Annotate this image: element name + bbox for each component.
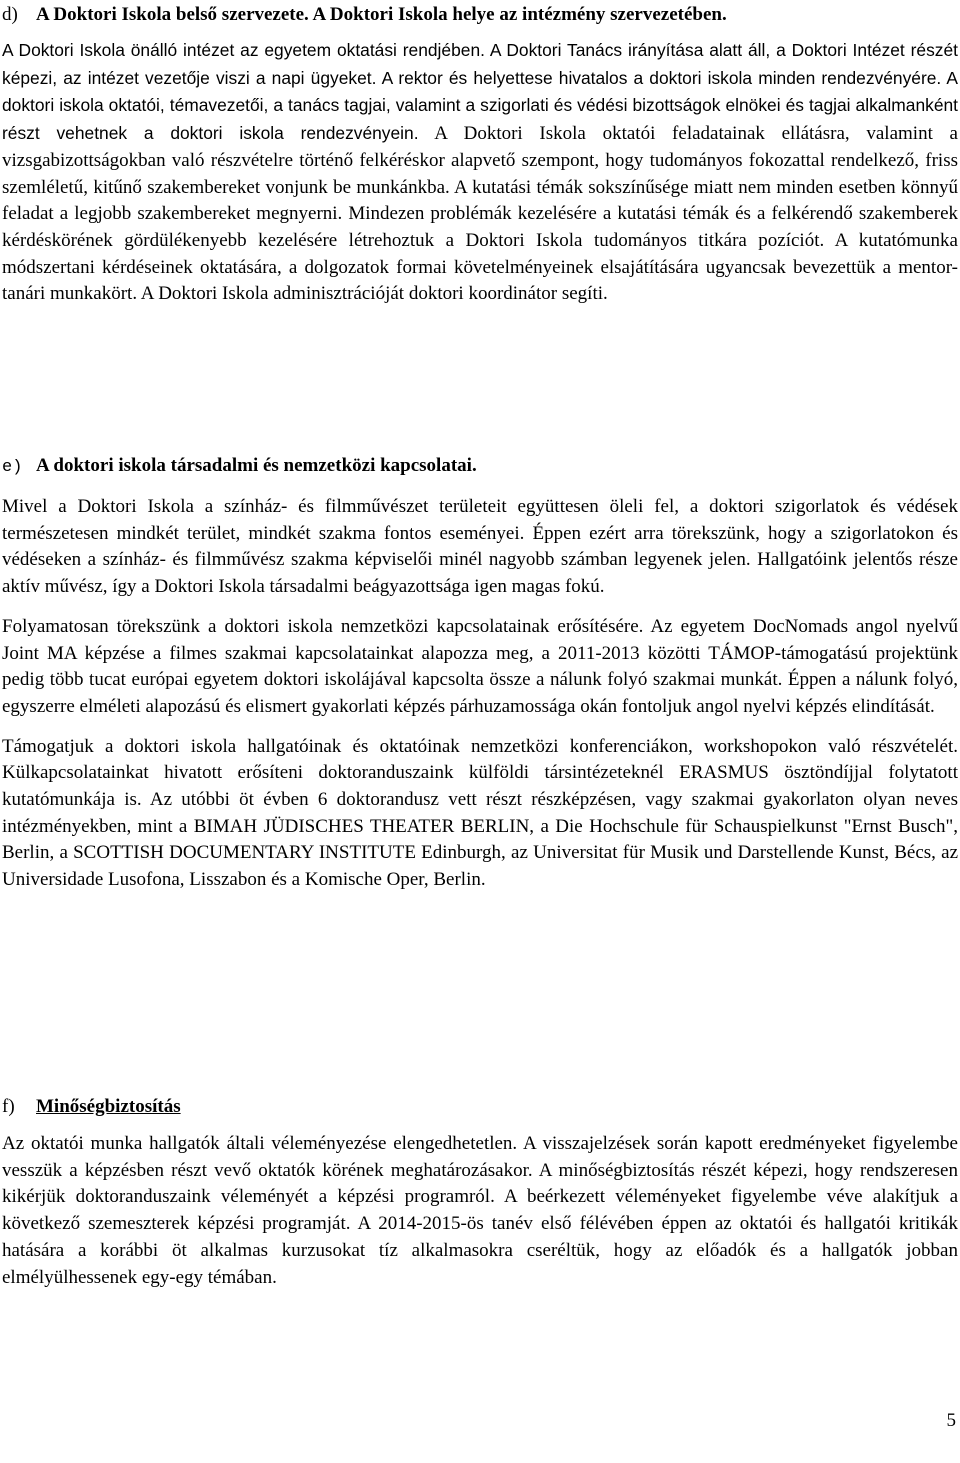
section-f-heading: [2, 1093, 958, 1120]
section-d-title: A Doktori Iskola belső szervezete. A Doktori Iskola helye az intézmény szervezetében.: [36, 4, 727, 25]
page-number: 5: [946, 1410, 956, 1431]
section-f-title: Minőségbiztosítás: [36, 1096, 181, 1117]
section-d-letter: d): [2, 4, 18, 25]
section-d-paragraph-part1: A Doktori Iskola önálló intézet az egyetem oktatási rendjében. A Doktori Tanács irányítása alatt áll, a Doktori Intézet részét képezi, az intézet vezetője viszi a napi ügyeket. A rektor és helyettese hivatalos a doktori iskola minden rendezvényére. A doktori iskola oktatói, témavezetői, a tanács tagjai, valamint a szigorlati és védési bizottságok elnökei és tagjai alkalmanként részt vehetnek a doktori iskola rendezvényein.: [2, 40, 958, 144]
section-d-paragraph-part2: A Doktori Iskola oktatói feladatainak ellátásra, valamint a vizsgabizottságokban való részvételre történő felkéréskor alapvető szempont, hogy tudományos fokozattal rendelkező, friss szemléletű, kitűnő szakembereket vonjunk be munkánkba. A kutatási témák sokszínűsége miatt nem minden esetben könnyű feladat a legjobb szakembereket megnyerni. Mindezen problémák kezelésére a kutatási témák és a felkérendő szakemberek kérdéskörének gördülékenyebb kezelésére létrehoztuk a Doktori Iskola tudományos titkára pozíciót. A kutatómunka módszertani kérdéseinek oktatására, a dolgozatok formai követelményeinek elsajátítására ugyancsak bevezettük a mentor-tanári munkakört. A Doktori Iskola adminisztrációját doktori koordinátor segíti.: [2, 123, 958, 305]
section-e-paragraph-3: Támogatjuk a doktori iskola hallgatóinak és oktatóinak nemzetközi konferenciákon, workshopokon való részvételét. Külkapcsolatainkat hivatott erősíteni doktoranduszaink külföldi társintézeteknél ERASMUS ösztöndíjjal folytatott kutatómunkája is. Az utóbbi öt évben 6 doktorandusz vett részt részképzésen, vagy szakmai gyakorlaton olyan neves intézményekben, mint a BIMAH JÜDISCHES THEATER BERLIN, a Die Hochschule für Schauspielkunst "Ernst Busch", Berlin, a SCOTTISH DOCUMENTARY INSTITUTE Edinburgh, az Universitat für Musik und Darstellende Kunst, Bécs, az Universidade Lusofona, Lisszabon és a Komische Oper, Berlin.: [2, 735, 958, 891]
section-d: [2, 1, 958, 308]
section-e-title: A doktori iskola társadalmi és nemzetközi kapcsolatai.: [36, 455, 477, 476]
section-e: [2, 452, 958, 894]
section-e-paragraph-1: Mivel a Doktori Iskola a színház- és filmművészet területeit együttesen öleli fel, a doktori szigorlatok és védések természetesen mindkét terület, mindkét szakma fontos eseményei. Éppen ezért arra törekszünk, hogy a szigorlatokon és védéseken a színház- és filmművész szakma képviselői minél nagyobb számban legyenek jelen. Hallgatóink jelentős része aktív művész, így a Doktori Iskola társadalmi beágyazottsága igen magas fokú.: [2, 496, 958, 598]
section-e-paragraph-2: Folyamatosan törekszünk a doktori iskola nemzetközi kapcsolatainak erősítésére. Az egyetem DocNomads angol nyelvű Joint MA képzése a filmes szakmai kapcsolatainkat alapozza meg, a 2011-2013 közötti TÁMOP-támogatású projektünk pedig több tucat európai egyetem doktori iskolájával kapcsolta össze a nálunk folyó szakmai munkát. Éppen a nálunk folyó, egyszerre elméleti alapozású és elismert gyakorlati képzés párhuzamossága okán fontoljuk angol nyelvi képzés elindítását.: [2, 615, 958, 717]
section-f-letter: f): [2, 1096, 15, 1117]
section-e-letter: e): [2, 458, 23, 477]
section-f: [2, 1093, 958, 1291]
section-e-heading: [2, 452, 958, 481]
section-f-paragraph: Az oktatói munka hallgatók általi véleményezése elengedhetetlen. A visszajelzések során kapott eredményeket figyelembe vesszük a képzésben részt vevő oktatók körének meghatározásakor. A minőségbiztosítás részét képezi, hogy rendszeresen kikérjük doktoranduszaink véleményét a képzési programról. A beérkezett véleményeket figyelembe véve alakítjuk a következő szemeszterek képzési programját. A 2014-2015-ös tanév első félévében éppen az oktatói és hallgatói kritikák hatására a korábbi öt alkalmas kurzusokat tíz alkalmasokra cseréltük, hogy az előadók és a hallgatók jobban elmélyülhessenek egy-egy témában.: [2, 1133, 958, 1288]
section-d-heading: [2, 1, 958, 28]
section-d-paragraph: [2, 37, 958, 308]
